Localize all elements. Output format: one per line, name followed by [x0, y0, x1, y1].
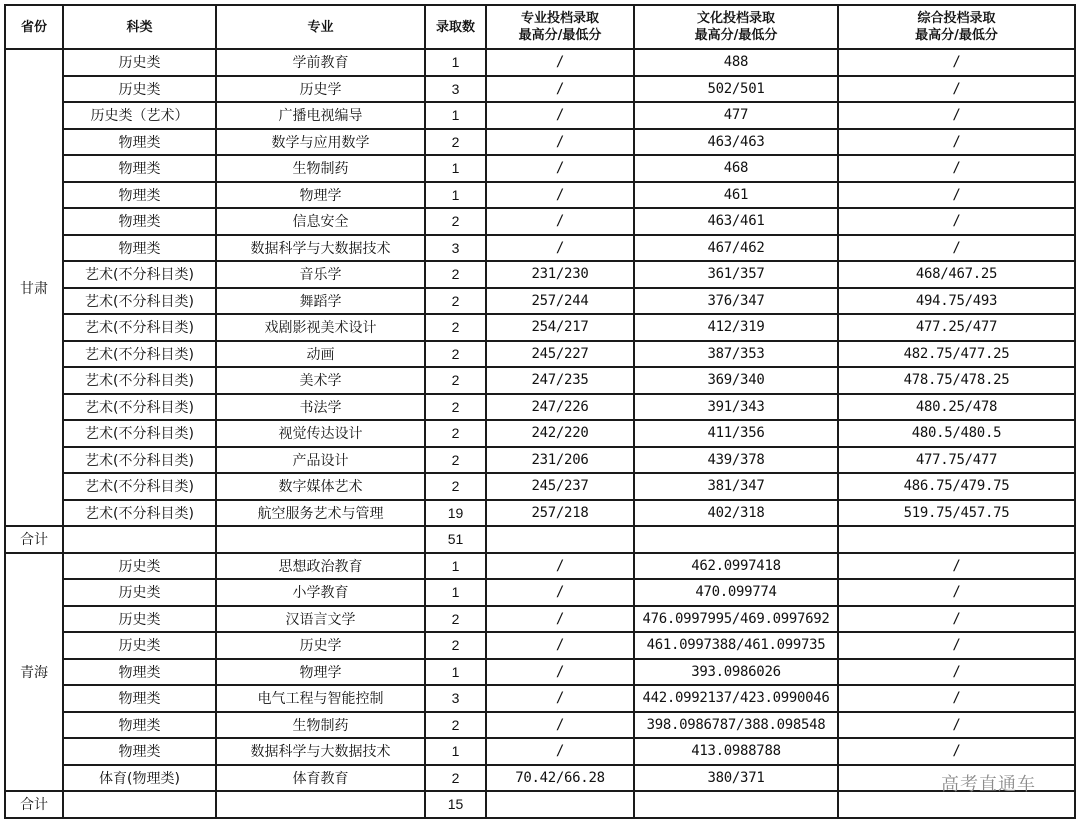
category-cell: 艺术(不分科目类) [63, 447, 216, 474]
professional-score-cell: 231/230 [486, 261, 634, 288]
header-line-1: 文化投档录取 [696, 11, 775, 26]
category-cell: 艺术(不分科目类) [63, 473, 216, 500]
major-cell: 学前教育 [216, 49, 425, 76]
cultural-score-cell: 461.0997388/461.099735 [634, 632, 838, 659]
major-cell: 电气工程与智能控制 [216, 685, 425, 712]
header-line-1: 综合投档录取 [917, 11, 996, 26]
major-cell: 信息安全 [216, 208, 425, 235]
count-cell: 3 [425, 76, 486, 103]
count-cell: 3 [425, 685, 486, 712]
professional-score-cell: 257/244 [486, 288, 634, 315]
table-row [5, 314, 1075, 341]
composite-score-cell: / [838, 76, 1075, 103]
cultural-score-cell: 387/353 [634, 341, 838, 368]
category-cell: 艺术(不分科目类) [63, 420, 216, 447]
table-row [5, 579, 1075, 606]
table-body [5, 49, 1075, 818]
category-cell: 历史类 [63, 579, 216, 606]
composite-score-cell: 486.75/479.75 [838, 473, 1075, 500]
category-cell: 历史类（艺术） [63, 102, 216, 129]
major-cell: 广播电视编导 [216, 102, 425, 129]
header-province: 省份 [5, 5, 63, 49]
table-row [5, 235, 1075, 262]
category-cell: 物理类 [63, 738, 216, 765]
total-count-cell: 15 [425, 791, 486, 818]
category-cell: 体育(物理类) [63, 765, 216, 792]
category-cell: 物理类 [63, 685, 216, 712]
professional-score-cell: / [486, 685, 634, 712]
composite-score-cell: / [838, 632, 1075, 659]
empty-cell [634, 526, 838, 553]
table-row [5, 49, 1075, 76]
category-cell: 艺术(不分科目类) [63, 288, 216, 315]
professional-score-cell: / [486, 632, 634, 659]
empty-cell [216, 791, 425, 818]
table-row [5, 420, 1075, 447]
major-cell: 戏剧影视美术设计 [216, 314, 425, 341]
professional-score-cell: / [486, 129, 634, 156]
major-cell: 产品设计 [216, 447, 425, 474]
cultural-score-cell: 462.0997418 [634, 553, 838, 580]
table-row [5, 155, 1075, 182]
count-cell: 2 [425, 129, 486, 156]
category-cell: 艺术(不分科目类) [63, 314, 216, 341]
cultural-score-cell: 502/501 [634, 76, 838, 103]
empty-cell [838, 526, 1075, 553]
category-cell: 物理类 [63, 712, 216, 739]
composite-score-cell: 477.25/477 [838, 314, 1075, 341]
major-cell: 美术学 [216, 367, 425, 394]
table-row [5, 685, 1075, 712]
professional-score-cell: / [486, 659, 634, 686]
major-cell: 小学教育 [216, 579, 425, 606]
count-cell: 2 [425, 712, 486, 739]
major-cell: 数字媒体艺术 [216, 473, 425, 500]
table-row [5, 367, 1075, 394]
cultural-score-cell: 380/371 [634, 765, 838, 792]
composite-score-cell: / [838, 182, 1075, 209]
table-row [5, 738, 1075, 765]
count-cell: 2 [425, 314, 486, 341]
header-line-2: 最高分/最低分 [518, 28, 602, 43]
composite-score-cell: 494.75/493 [838, 288, 1075, 315]
category-cell: 物理类 [63, 208, 216, 235]
professional-score-cell: / [486, 76, 634, 103]
table-row [5, 261, 1075, 288]
major-cell: 物理学 [216, 659, 425, 686]
count-cell: 1 [425, 102, 486, 129]
professional-score-cell: / [486, 182, 634, 209]
category-cell: 历史类 [63, 49, 216, 76]
category-cell: 艺术(不分科目类) [63, 394, 216, 421]
category-cell: 物理类 [63, 182, 216, 209]
cultural-score-cell: 402/318 [634, 500, 838, 527]
count-cell: 1 [425, 182, 486, 209]
major-cell: 生物制药 [216, 712, 425, 739]
cultural-score-cell: 461 [634, 182, 838, 209]
header-professional-score [486, 5, 634, 49]
professional-score-cell: / [486, 235, 634, 262]
composite-score-cell: / [838, 235, 1075, 262]
major-cell: 视觉传达设计 [216, 420, 425, 447]
count-cell: 2 [425, 447, 486, 474]
composite-score-cell: 519.75/457.75 [838, 500, 1075, 527]
major-cell: 航空服务艺术与管理 [216, 500, 425, 527]
empty-cell [63, 526, 216, 553]
professional-score-cell: / [486, 208, 634, 235]
table-row [5, 76, 1075, 103]
professional-score-cell: 242/220 [486, 420, 634, 447]
header-composite-score [838, 5, 1075, 49]
composite-score-cell: 480.5/480.5 [838, 420, 1075, 447]
composite-score-cell: / [838, 606, 1075, 633]
province-cell: 甘肃 [5, 49, 63, 526]
empty-cell [486, 791, 634, 818]
header-row [5, 5, 1075, 49]
composite-score-cell: / [838, 129, 1075, 156]
header-major: 专业 [216, 5, 425, 49]
major-cell: 舞蹈学 [216, 288, 425, 315]
total-label: 合计 [5, 791, 63, 818]
table-row [5, 659, 1075, 686]
count-cell: 2 [425, 261, 486, 288]
watermark: 高考直通车 [941, 774, 1036, 795]
composite-score-cell: / [838, 659, 1075, 686]
major-cell: 音乐学 [216, 261, 425, 288]
cultural-score-cell: 381/347 [634, 473, 838, 500]
province-cell: 青海 [5, 553, 63, 792]
cultural-score-cell: 398.0986787/388.098548 [634, 712, 838, 739]
header-category: 科类 [63, 5, 216, 49]
professional-score-cell: / [486, 49, 634, 76]
major-cell: 书法学 [216, 394, 425, 421]
cultural-score-cell: 411/356 [634, 420, 838, 447]
category-cell: 物理类 [63, 155, 216, 182]
count-cell: 1 [425, 553, 486, 580]
cultural-score-cell: 361/357 [634, 261, 838, 288]
count-cell: 2 [425, 606, 486, 633]
count-cell: 2 [425, 632, 486, 659]
composite-score-cell: 477.75/477 [838, 447, 1075, 474]
count-cell: 2 [425, 394, 486, 421]
header-count: 录取数 [425, 5, 486, 49]
count-cell: 2 [425, 288, 486, 315]
major-cell: 体育教育 [216, 765, 425, 792]
professional-score-cell: 254/217 [486, 314, 634, 341]
count-cell: 1 [425, 738, 486, 765]
composite-score-cell: / [838, 738, 1075, 765]
professional-score-cell: 257/218 [486, 500, 634, 527]
major-cell: 历史学 [216, 76, 425, 103]
table-row [5, 473, 1075, 500]
table-row [5, 632, 1075, 659]
major-cell: 数据科学与大数据技术 [216, 738, 425, 765]
cultural-score-cell: 413.0988788 [634, 738, 838, 765]
cultural-score-cell: 467/462 [634, 235, 838, 262]
cultural-score-cell: 391/343 [634, 394, 838, 421]
empty-cell [486, 526, 634, 553]
count-cell: 1 [425, 579, 486, 606]
professional-score-cell: 247/226 [486, 394, 634, 421]
empty-cell [216, 526, 425, 553]
cultural-score-cell: 393.0986026 [634, 659, 838, 686]
composite-score-cell: / [838, 208, 1075, 235]
major-cell: 数学与应用数学 [216, 129, 425, 156]
category-cell: 艺术(不分科目类) [63, 341, 216, 368]
header-line-1: 专业投档录取 [520, 11, 599, 26]
count-cell: 2 [425, 208, 486, 235]
total-label: 合计 [5, 526, 63, 553]
count-cell: 19 [425, 500, 486, 527]
professional-score-cell: 245/227 [486, 341, 634, 368]
header-line-2: 最高分/最低分 [915, 28, 998, 43]
cultural-score-cell: 470.099774 [634, 579, 838, 606]
professional-score-cell: / [486, 579, 634, 606]
header-line-2: 最高分/最低分 [694, 28, 778, 43]
table-row [5, 447, 1075, 474]
major-cell: 数据科学与大数据技术 [216, 235, 425, 262]
major-cell: 汉语言文学 [216, 606, 425, 633]
total-count-cell: 51 [425, 526, 486, 553]
table-row [5, 606, 1075, 633]
count-cell: 3 [425, 235, 486, 262]
cultural-score-cell: 468 [634, 155, 838, 182]
composite-score-cell: / [838, 685, 1075, 712]
cultural-score-cell: 463/461 [634, 208, 838, 235]
composite-score-cell: / [838, 579, 1075, 606]
composite-score-cell: / [838, 155, 1075, 182]
category-cell: 艺术(不分科目类) [63, 500, 216, 527]
category-cell: 物理类 [63, 235, 216, 262]
category-cell: 历史类 [63, 76, 216, 103]
cultural-score-cell: 477 [634, 102, 838, 129]
cultural-score-cell: 476.0997995/469.0997692 [634, 606, 838, 633]
cultural-score-cell: 439/378 [634, 447, 838, 474]
professional-score-cell: / [486, 606, 634, 633]
table-row [5, 394, 1075, 421]
category-cell: 艺术(不分科目类) [63, 261, 216, 288]
category-cell: 历史类 [63, 553, 216, 580]
professional-score-cell: / [486, 553, 634, 580]
total-row [5, 526, 1075, 553]
category-cell: 艺术(不分科目类) [63, 367, 216, 394]
composite-score-cell: / [838, 712, 1075, 739]
count-cell: 1 [425, 659, 486, 686]
cultural-score-cell: 442.0992137/423.0990046 [634, 685, 838, 712]
professional-score-cell: 70.42/66.28 [486, 765, 634, 792]
professional-score-cell: / [486, 712, 634, 739]
major-cell: 历史学 [216, 632, 425, 659]
empty-cell [63, 791, 216, 818]
composite-score-cell: / [838, 49, 1075, 76]
composite-score-cell: 468/467.25 [838, 261, 1075, 288]
table-row [5, 500, 1075, 527]
count-cell: 2 [425, 341, 486, 368]
major-cell: 生物制药 [216, 155, 425, 182]
table-row [5, 712, 1075, 739]
professional-score-cell: / [486, 738, 634, 765]
total-row [5, 791, 1075, 818]
professional-score-cell: / [486, 155, 634, 182]
professional-score-cell: 245/237 [486, 473, 634, 500]
composite-score-cell: 480.25/478 [838, 394, 1075, 421]
table-row [5, 102, 1075, 129]
table-row [5, 208, 1075, 235]
major-cell: 思想政治教育 [216, 553, 425, 580]
count-cell: 2 [425, 473, 486, 500]
category-cell: 物理类 [63, 129, 216, 156]
composite-score-cell: 478.75/478.25 [838, 367, 1075, 394]
table-row [5, 765, 1075, 792]
table-row [5, 288, 1075, 315]
major-cell: 动画 [216, 341, 425, 368]
cultural-score-cell: 412/319 [634, 314, 838, 341]
major-cell: 物理学 [216, 182, 425, 209]
professional-score-cell: 231/206 [486, 447, 634, 474]
composite-score-cell: / [838, 102, 1075, 129]
professional-score-cell: 247/235 [486, 367, 634, 394]
count-cell: 2 [425, 420, 486, 447]
cultural-score-cell: 463/463 [634, 129, 838, 156]
professional-score-cell: / [486, 102, 634, 129]
table-row [5, 182, 1075, 209]
header-cultural-score [634, 5, 838, 49]
category-cell: 历史类 [63, 606, 216, 633]
cultural-score-cell: 488 [634, 49, 838, 76]
composite-score-cell: 482.75/477.25 [838, 341, 1075, 368]
count-cell: 1 [425, 49, 486, 76]
table-row [5, 553, 1075, 580]
category-cell: 历史类 [63, 632, 216, 659]
empty-cell [634, 791, 838, 818]
table-row [5, 129, 1075, 156]
count-cell: 1 [425, 155, 486, 182]
count-cell: 2 [425, 765, 486, 792]
table-row [5, 341, 1075, 368]
cultural-score-cell: 369/340 [634, 367, 838, 394]
admission-score-table [4, 4, 1076, 819]
category-cell: 物理类 [63, 659, 216, 686]
cultural-score-cell: 376/347 [634, 288, 838, 315]
composite-score-cell: / [838, 553, 1075, 580]
count-cell: 2 [425, 367, 486, 394]
